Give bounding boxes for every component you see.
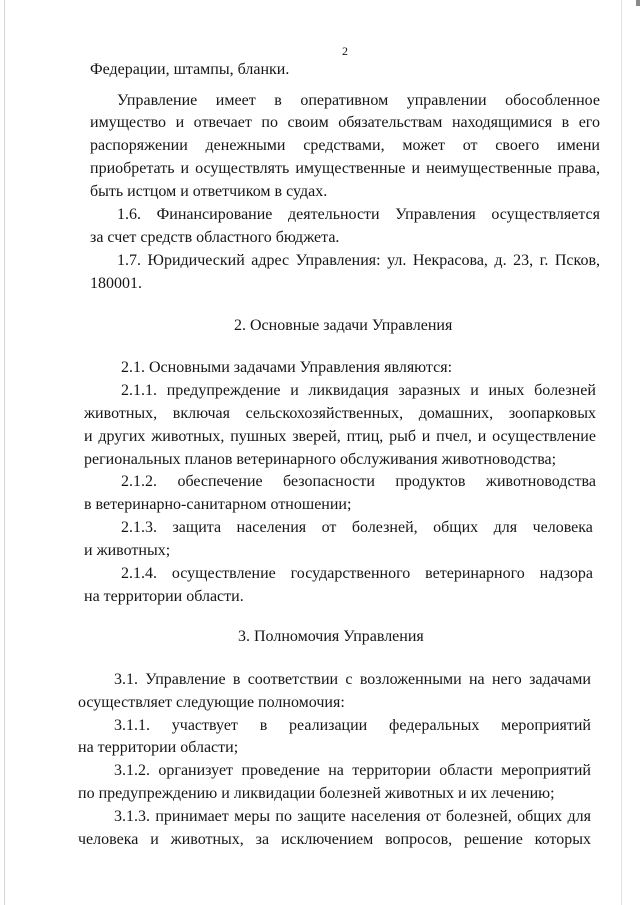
paragraph-line: в ветеринарно-санитарном отношении;: [84, 496, 352, 513]
paragraph-line: 2.1.2. обеспечение безопасности продуктов животноводства: [121, 473, 596, 490]
paragraph-line: 2.1. Основными задачами Управления являются:: [121, 359, 453, 376]
paragraph-line: 3.1.2. организует проведение на территории области мероприятий: [114, 762, 591, 779]
paragraph-line: Управление имеет в оперативном управлении обособленное: [117, 92, 600, 109]
paragraph-line: имущество и отвечает по своим обязательствам находящимися в его: [90, 114, 600, 131]
section-heading: 3. Полномочия Управления: [238, 628, 424, 645]
paragraph-line: приобретать и осуществлять имущественные и неимущественные права,: [90, 160, 600, 177]
paragraph-line: животных, включая сельскохозяйственных, домашних, зоопарковых: [84, 405, 596, 422]
paragraph-line: 3.1.3. принимает меры по защите населения от болезней, общих для: [114, 808, 591, 825]
paragraph-line: и других животных, пушных зверей, птиц, рыб и пчел, и осуществление: [84, 428, 596, 445]
scan-corner-mark: [636, 0, 640, 6]
paragraph-line: Федерации, штампы, бланки.: [90, 61, 290, 78]
paragraph-line: по предупреждению и ликвидации болезней животных и их лечению;: [78, 785, 555, 802]
paragraph-line: человека и животных, за исключением вопросов, решение которых: [78, 831, 591, 848]
paragraph-line: 2.1.4. осуществление государственного ветеринарного надзора: [121, 565, 593, 582]
section-heading: 2. Основные задачи Управления: [234, 317, 453, 334]
paragraph-line: 3.1. Управление в соответствии с возложенными на него задачами: [114, 671, 591, 688]
page-number: 2: [342, 44, 348, 58]
paragraph-line: 2.1.3. защита населения от болезней, общих для человека: [121, 519, 593, 536]
paragraph-line: региональных планов ветеринарного обслуживания животноводства;: [84, 451, 557, 468]
paragraph-line: и животных;: [84, 542, 171, 559]
paragraph-line: на территории области;: [78, 739, 239, 756]
paragraph-line: 180001.: [90, 275, 142, 292]
paragraph-line: 3.1.1. участвует в реализации федеральных мероприятий: [114, 717, 591, 734]
paragraph-line: 2.1.1. предупреждение и ликвидация заразных и иных болезней: [121, 382, 596, 399]
paragraph-line: распоряжении денежными средствами, может от своего имени: [90, 137, 600, 154]
scan-edge-right: [621, 0, 622, 905]
paragraph-line: за счет средств областного бюджета.: [90, 229, 340, 246]
paragraph-line: 1.6. Финансирование деятельности Управления осуществляется: [117, 206, 600, 223]
paragraph-line: 1.7. Юридический адрес Управления: ул. Некрасова, д. 23, г. Псков,: [117, 252, 600, 269]
scan-edge-left: [4, 0, 5, 905]
paragraph-line: осуществляет следующие полномочия:: [78, 694, 345, 711]
paragraph-line: на территории области.: [84, 588, 244, 605]
paragraph-line: быть истцом и ответчиком в судах.: [90, 183, 328, 200]
